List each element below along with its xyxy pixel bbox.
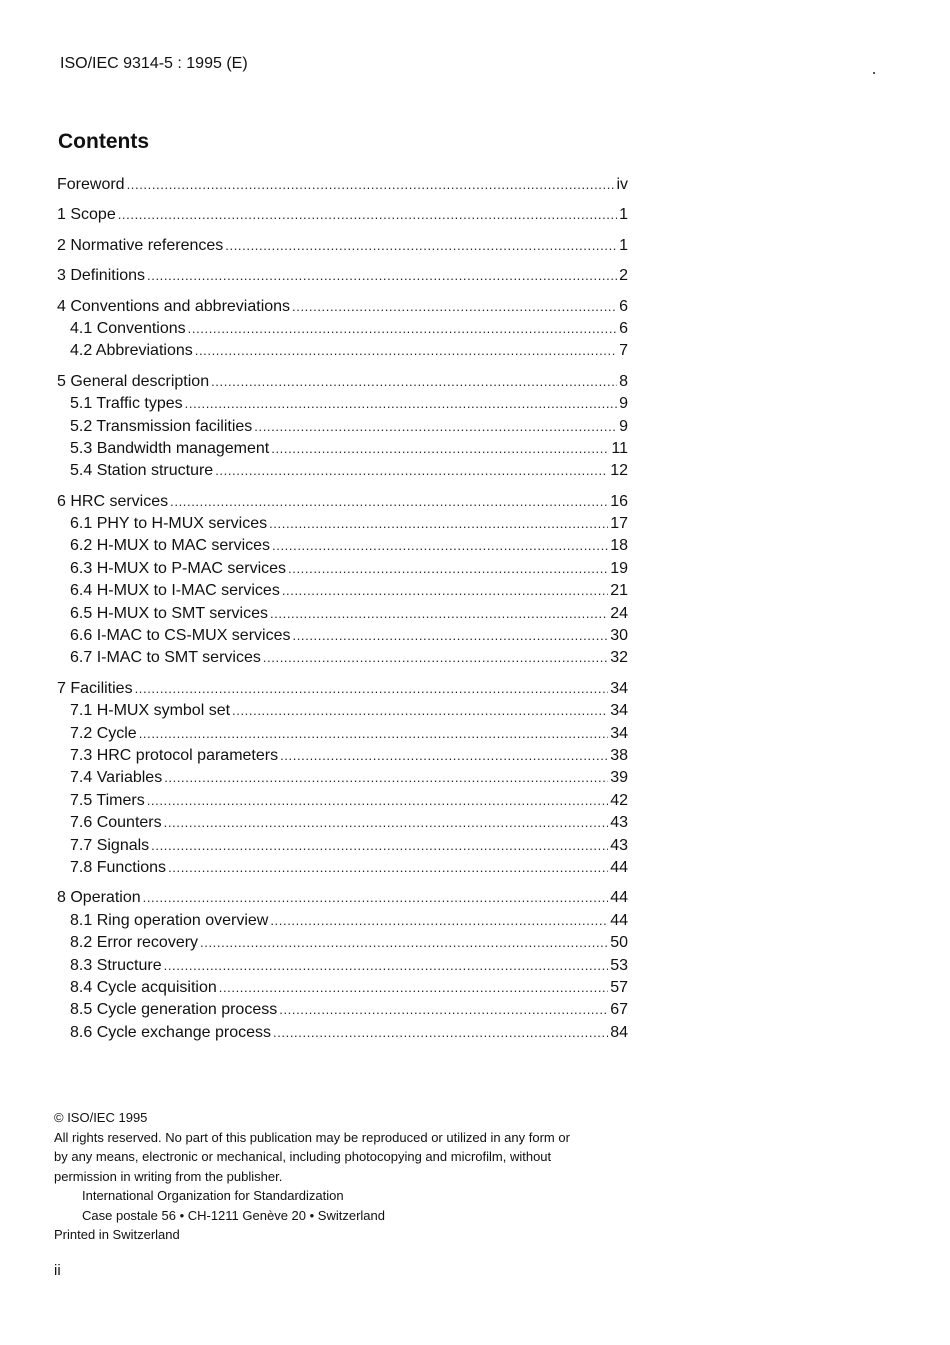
toc-entry-title: Foreword xyxy=(57,176,125,193)
toc-section xyxy=(57,889,628,1046)
toc-entry-title: 4.1 Conventions xyxy=(70,319,186,337)
toc-subentry[interactable] xyxy=(57,605,628,627)
dot-leader xyxy=(164,815,609,830)
toc-subentry[interactable] xyxy=(57,702,628,724)
toc-page-number: 67 xyxy=(610,1001,628,1019)
toc-entry-title: 8.2 Error recovery xyxy=(70,934,199,952)
dot-leader xyxy=(195,343,617,358)
toc-subentry[interactable] xyxy=(57,979,628,1001)
toc-entry-title: 8.4 Cycle acquisition xyxy=(70,978,217,996)
dot-leader xyxy=(215,463,608,478)
toc-subentry[interactable] xyxy=(57,912,628,934)
toc-page-number: 18 xyxy=(610,537,628,555)
toc-entry-title: 6.5 H-MUX to SMT services xyxy=(70,604,268,622)
toc-page-number: 21 xyxy=(610,582,628,600)
toc-entry-title: 5.4 Station structure xyxy=(70,462,214,480)
toc-subentry[interactable] xyxy=(57,1024,628,1046)
toc-page-number: 42 xyxy=(610,791,628,809)
toc-entry[interactable] xyxy=(57,373,628,395)
toc-page-number: 43 xyxy=(610,814,628,832)
toc-subentry[interactable] xyxy=(57,320,628,342)
toc-subentry[interactable] xyxy=(57,837,628,859)
toc-subentry[interactable] xyxy=(57,859,628,881)
toc-subentry[interactable] xyxy=(57,769,628,791)
toc-page-number: 32 xyxy=(610,649,628,667)
toc-section xyxy=(57,206,628,228)
toc-entry[interactable] xyxy=(57,176,628,198)
toc-page-number: 2 xyxy=(619,267,628,285)
dot-leader xyxy=(254,419,617,434)
toc-entry-title: 7.6 Counters xyxy=(70,814,162,832)
toc-entry-title: 8.3 Structure xyxy=(70,956,162,974)
dot-leader xyxy=(164,958,609,973)
rights-line: by any means, electronic or mechanical, including photocopying and microfilm, without xyxy=(54,1149,552,1164)
dot-leader xyxy=(232,703,608,718)
toc-entry-title: 5.2 Transmission facilities xyxy=(70,417,253,435)
toc-subentry[interactable] xyxy=(57,814,628,836)
dot-leader xyxy=(292,628,608,643)
dot-leader xyxy=(269,516,608,531)
toc-entry-title: 5.1 Traffic types xyxy=(70,395,183,413)
dot-leader xyxy=(151,838,608,853)
dot-leader xyxy=(127,177,615,192)
toc-entry-title: 7 Facilities xyxy=(57,679,133,697)
dot-leader xyxy=(279,1002,608,1017)
toc-page-number: 53 xyxy=(610,956,628,974)
toc-page-number: 24 xyxy=(610,604,628,622)
dot-leader xyxy=(219,980,608,995)
toc-page-number: 44 xyxy=(610,858,628,876)
toc-page-number: 12 xyxy=(610,462,628,480)
page-title: Contents xyxy=(58,130,149,153)
toc-entry-title: 2 Normative references xyxy=(57,236,224,254)
toc-page-number: 8 xyxy=(619,372,628,390)
dot-leader xyxy=(270,913,608,928)
dot-leader xyxy=(188,321,617,336)
toc-page-number: 6 xyxy=(619,319,628,337)
toc-page-number: 34 xyxy=(610,724,628,742)
toc-section xyxy=(57,237,628,259)
dot-leader xyxy=(292,299,617,314)
toc-page-number: iv xyxy=(616,176,628,193)
toc-page-number: 9 xyxy=(619,417,628,435)
toc-subentry[interactable] xyxy=(57,725,628,747)
publisher-address: Case postale 56 • CH-1211 Genève 20 • Switzerland xyxy=(82,1207,385,1223)
toc-section xyxy=(57,267,628,289)
toc-subentry[interactable] xyxy=(57,627,628,649)
dot-leader xyxy=(168,860,608,875)
toc-entry-title: 6.1 PHY to H-MUX services xyxy=(70,515,268,533)
toc-section xyxy=(57,176,628,198)
toc-subentry[interactable] xyxy=(57,537,628,559)
dot-leader xyxy=(139,726,609,741)
toc-subentry[interactable] xyxy=(57,957,628,979)
toc-entry-title: 6 HRC services xyxy=(57,492,169,510)
toc-entry[interactable] xyxy=(57,237,628,259)
toc-subentry[interactable] xyxy=(57,440,628,462)
dot-leader xyxy=(288,561,608,576)
toc-page-number: 34 xyxy=(610,679,628,697)
toc-page-number: 19 xyxy=(610,559,628,577)
dot-leader xyxy=(272,538,608,553)
toc-subentry[interactable] xyxy=(57,395,628,417)
toc-entry-title: 8.6 Cycle exchange process xyxy=(70,1023,271,1041)
toc-subentry[interactable] xyxy=(57,342,628,364)
dot-leader xyxy=(118,207,617,222)
toc-entry-title: 5 General description xyxy=(57,372,210,390)
toc-subentry[interactable] xyxy=(57,582,628,604)
dot-leader xyxy=(185,396,617,411)
toc-subentry[interactable] xyxy=(57,462,628,484)
toc-entry[interactable] xyxy=(57,267,628,289)
toc-entry[interactable] xyxy=(57,493,628,515)
toc-entry-title: 6.2 H-MUX to MAC services xyxy=(70,537,271,555)
toc-section xyxy=(57,298,628,365)
toc-entry-title: 6.6 I-MAC to CS-MUX services xyxy=(70,627,291,645)
toc-entry-title: 8 Operation xyxy=(57,889,141,907)
dot-leader xyxy=(273,1025,608,1040)
toc-entry-title: 7.1 H-MUX symbol set xyxy=(70,702,231,720)
toc-page-number: 17 xyxy=(610,515,628,533)
toc-entry-title: 6.7 I-MAC to SMT services xyxy=(70,649,261,667)
toc-entry-title: 5.3 Bandwidth management xyxy=(70,439,270,457)
toc-entry-title: 6.3 H-MUX to P-MAC services xyxy=(70,559,287,577)
toc-subentry[interactable] xyxy=(57,1001,628,1023)
toc-entry-title: 7.2 Cycle xyxy=(70,724,137,742)
publisher-name: International Organization for Standardization xyxy=(82,1188,344,1203)
toc-page-number: 1 xyxy=(619,236,628,254)
dot-leader xyxy=(280,748,608,763)
toc-page-number: 16 xyxy=(610,492,628,510)
toc-entry-title: 8.5 Cycle generation process xyxy=(70,1001,278,1019)
rights-line: All rights reserved. No part of this publication may be reproduced or utilized in any form or xyxy=(54,1129,570,1145)
toc-entry-title: 1 Scope xyxy=(57,206,116,224)
toc-page-number: 50 xyxy=(610,934,628,952)
dot-leader xyxy=(200,935,608,950)
toc-page-number: 7 xyxy=(619,342,628,360)
toc-entry-title: 4 Conventions and abbreviations xyxy=(57,297,291,315)
toc-page-number: 43 xyxy=(610,836,628,854)
toc-page-number: 11 xyxy=(611,439,628,457)
toc-page-number: 44 xyxy=(610,889,628,907)
toc-entry-title: 7.5 Timers xyxy=(70,791,145,809)
dot-leader xyxy=(170,494,608,509)
dot-leader xyxy=(143,890,609,905)
toc-entry-title: 8.1 Ring operation overview xyxy=(70,911,269,929)
scan-speck xyxy=(873,72,875,74)
toc-subentry[interactable] xyxy=(57,515,628,537)
toc-page-number: 30 xyxy=(610,627,628,645)
toc-entry[interactable] xyxy=(57,889,628,911)
rights-line: permission in writing from the publisher. xyxy=(54,1168,283,1184)
toc-subentry[interactable] xyxy=(57,934,628,956)
toc-section xyxy=(57,680,628,882)
dot-leader xyxy=(135,681,609,696)
copyright-notice xyxy=(54,1108,654,1245)
toc-entry-title: 3 Definitions xyxy=(57,267,146,285)
toc-section xyxy=(57,493,628,672)
dot-leader xyxy=(271,441,609,456)
toc-entry-title: 7.8 Functions xyxy=(70,858,167,876)
toc-entry[interactable] xyxy=(57,680,628,702)
toc-entry[interactable] xyxy=(57,206,628,228)
toc-subentry[interactable] xyxy=(57,792,628,814)
dot-leader xyxy=(211,374,617,389)
document-header: ISO/IEC 9314-5 : 1995 (E) xyxy=(60,55,248,72)
toc-entry[interactable] xyxy=(57,298,628,320)
toc-page-number: 34 xyxy=(610,702,628,720)
toc-subentry[interactable] xyxy=(57,560,628,582)
toc-subentry[interactable] xyxy=(57,418,628,440)
dot-leader xyxy=(270,606,608,621)
toc-entry-title: 7.4 Variables xyxy=(70,769,163,787)
dot-leader xyxy=(147,268,617,283)
toc-page-number: 57 xyxy=(610,978,628,996)
toc-page-number: 38 xyxy=(610,746,628,764)
toc-entry-title: 4.2 Abbreviations xyxy=(70,342,193,360)
dot-leader xyxy=(147,793,609,808)
dot-leader xyxy=(263,650,608,665)
toc-entry-title: 7.3 HRC protocol parameters xyxy=(70,746,279,764)
toc-page-number: 39 xyxy=(610,769,628,787)
toc-page-number: 1 xyxy=(619,206,628,224)
toc-page-number: 6 xyxy=(619,297,628,315)
printed-in: Printed in Switzerland xyxy=(54,1227,180,1242)
toc-page-number: 44 xyxy=(610,911,628,929)
toc-entry-title: 6.4 H-MUX to I-MAC services xyxy=(70,582,280,600)
toc-section xyxy=(57,373,628,485)
dot-leader xyxy=(282,583,608,598)
toc-subentry[interactable] xyxy=(57,747,628,769)
table-of-contents xyxy=(57,176,628,1054)
toc-subentry[interactable] xyxy=(57,649,628,671)
toc-page-number: 9 xyxy=(619,395,628,413)
copyright-line: © ISO/IEC 1995 xyxy=(54,1110,148,1125)
dot-leader xyxy=(225,238,617,253)
toc-entry-title: 7.7 Signals xyxy=(70,836,150,854)
page-number: ii xyxy=(54,1262,61,1279)
dot-leader xyxy=(164,770,608,785)
toc-page-number: 84 xyxy=(610,1023,628,1041)
